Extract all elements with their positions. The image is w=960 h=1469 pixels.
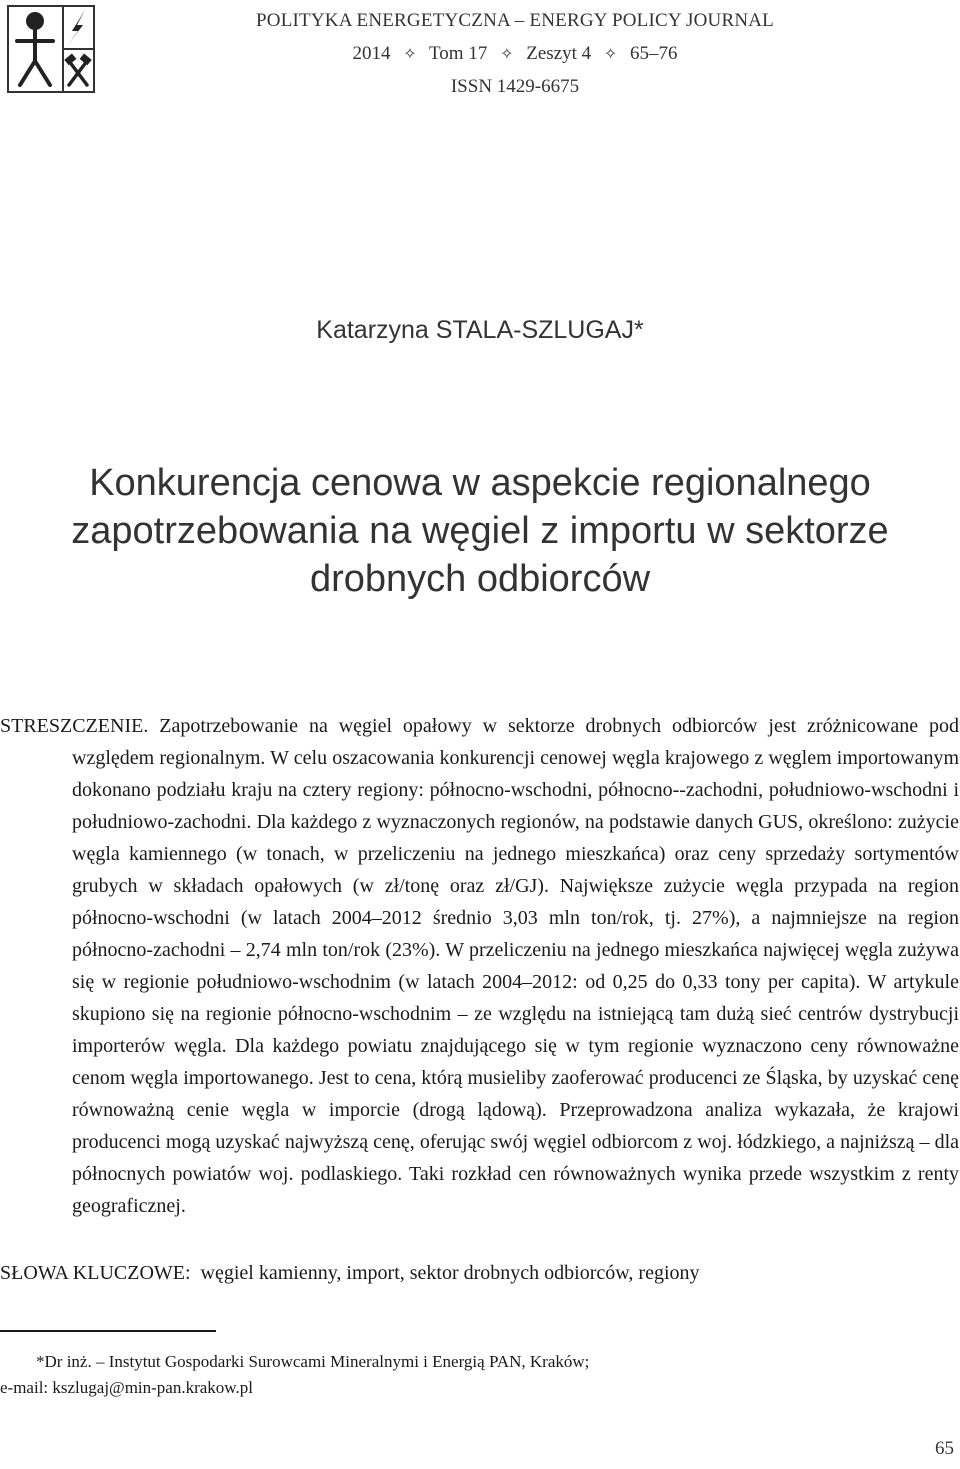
separator-icon: ✧: [500, 46, 514, 63]
person-icon: [17, 14, 53, 85]
journal-title: POLITYKA ENERGETYCZNA – ENERGY POLICY JOURNAL: [256, 10, 774, 31]
abstract-text: Zapotrzebowanie na węgiel opałowy w sektorze drobnych odbiorców jest zróżnicowane pod względem regionalnym. W celu oszacowania konkurencji cenowej węgla krajowego z węglem importowanym dokonano podziału kraju na cztery regiony: północno-wschodni, północno--zachodni, południowo-wschodni i południowo-zachodni. Dla każdego z wyznaczonych regionów, na podstawie danych GUS, określono: zużycie węgla kamiennego (w tonach, w przeliczeniu na jednego mieszkańca) oraz ceny sprzedaży sortymentów grubych w składach opałowych (w zł/tonę oraz zł/GJ). Największe zużycie węgla przypada na region północno-wschodni (w latach 2004–2012 średnio 3,03 mln ton/rok, tj. 27%), a najmniejsze na region północno-zachodni – 2,74 mln ton/rok (23%). W przeliczeniu na jednego mieszkańca najwięcej węgla zużywa się w regionie południowo-wschodnim (w latach 2004–2012: od 0,25 do 0,33 tony per capita). W artykule skupiono się na regionie północno-wschodnim – ze względu na istniejącą tam dużą sieć centrów dystrybucji importerów węgla. Dla każdego powiatu znajdującego się w tym regionie wyznaczono ceny równoważne cenom węgla importowanego. Jest to cena, którą musieliby zaoferować producenci ze Śląska, by uzyskać cenę równoważną cenie węgla w imporcie (drogą lądową). Przeprowadzona analiza wykazała, że krajowi producenci mogą uzyskać najwyższą cenę, oferując swój węgiel odbiorcom z woj. łódzkiego, a najniższą – dla północnych powiatów woj. podlaskiego. Taki rozkład cen równoważnych wynika przede wszystkim z renty geograficznej.: [72, 715, 959, 1217]
hammer-pick-icon: [64, 53, 92, 85]
author-footnote-marker: *: [633, 316, 644, 344]
journal-issue-info: [190, 43, 840, 65]
separator-icon: ✧: [403, 46, 417, 63]
title-line: zapotrzebowania na węgiel z importu w sektorze: [71, 510, 889, 552]
journal-logo: [7, 5, 95, 93]
page-number: 65: [935, 1438, 954, 1459]
journal-issue: Zeszyt 4: [526, 43, 592, 64]
abstract-paragraph: [0, 710, 959, 1222]
title-line: drobnych odbiorców: [309, 558, 651, 600]
author-first-name: Katarzyna: [316, 316, 429, 344]
title-line: Konkurencja cenowa w aspekcie regionalnego: [89, 462, 871, 504]
separator-icon: ✧: [603, 46, 618, 63]
journal-issn: ISSN 1429-6675: [450, 76, 580, 97]
abstract-label: STRESZCZENIE.: [0, 715, 149, 737]
logo-graphic: [7, 5, 95, 93]
keywords-text: węgiel kamienny, import, sektor drobnych odbiorców, regiony: [200, 1262, 700, 1284]
journal-year: 2014: [352, 43, 391, 64]
footnote-email: e-mail: kszlugaj@min-pan.krakow.pl: [0, 1378, 253, 1397]
footnote-affiliation: *Dr inż. – Instytut Gospodarki Surowcami Mineralnymi i Energią PAN, Kraków;: [36, 1352, 590, 1371]
author-name: [0, 316, 960, 345]
journal-volume: Tom 17: [429, 43, 488, 64]
lightning-icon: [67, 10, 85, 46]
author-last-name: STALA-SZLUGAJ: [435, 316, 634, 344]
footnote-divider: [0, 1330, 216, 1332]
keywords: [0, 1262, 960, 1285]
article-title: [0, 459, 960, 603]
journal-pages: 65–76: [630, 43, 678, 64]
abstract: [0, 710, 959, 1222]
keywords-label: SŁOWA KLUCZOWE:: [0, 1262, 191, 1284]
